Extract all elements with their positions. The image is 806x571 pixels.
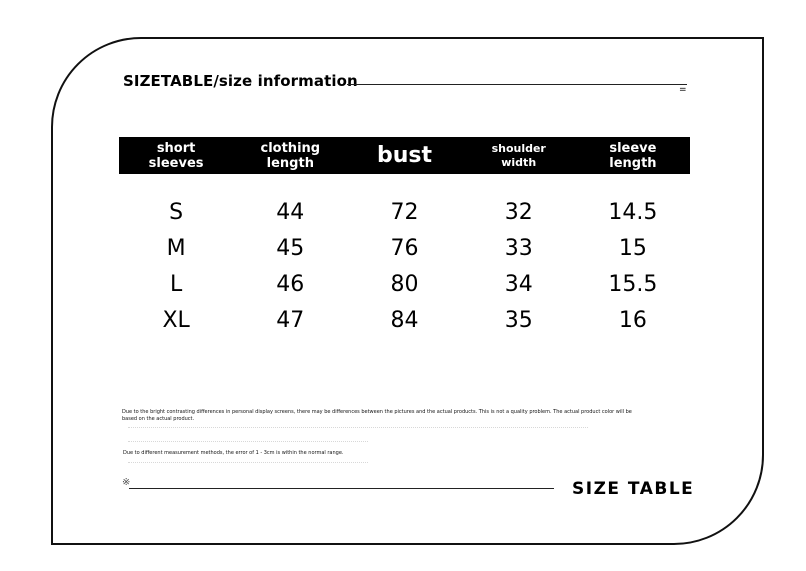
sleeve-length-cell: 14.5 — [608, 200, 658, 225]
header-sleeve-length: sleeve length — [609, 140, 657, 171]
table-row — [119, 195, 690, 231]
shoulder-width-cell: 32 — [504, 200, 533, 225]
bust-cell: 80 — [390, 272, 419, 297]
measurement-disclaimer: Due to different measurement methods, the error of 1 - 3cm is within the normal range. — [123, 450, 344, 456]
header-short-sleeves: short sleeves — [148, 140, 204, 171]
size-table-header — [119, 137, 690, 174]
header-clothing-length: clothing length — [260, 140, 321, 171]
size-cell: M — [166, 236, 186, 261]
bust-cell: 76 — [390, 236, 419, 261]
size-cell: XL — [162, 308, 190, 333]
page-title: SIZETABLE/size information — [123, 72, 358, 90]
header-shoulder-width: shoulder width — [491, 141, 546, 169]
clothing-length-cell: 44 — [276, 200, 305, 225]
sleeve-length-cell: 15 — [618, 236, 647, 261]
color-disclaimer: Due to the bright contrasting differences in personal display screens, there may be differences between the pictures and the actual products. This is not a quality problem. The actual product color will be based on the actual product. — [122, 409, 632, 422]
size-table-body — [119, 195, 690, 339]
shoulder-width-cell: 34 — [504, 272, 533, 297]
faint-divider — [128, 427, 588, 428]
header-mark: = — [679, 85, 687, 95]
clothing-length-cell: 46 — [276, 272, 305, 297]
bust-cell: 84 — [390, 308, 419, 333]
header-bust: bust — [376, 142, 433, 168]
sleeve-length-cell: 16 — [618, 308, 647, 333]
size-cell: S — [169, 200, 184, 225]
bust-cell: 72 — [390, 200, 419, 225]
size-cell: L — [169, 272, 183, 297]
faint-divider — [128, 441, 368, 442]
size-table-label: SIZE TABLE — [572, 479, 695, 499]
header-divider — [347, 84, 687, 85]
sleeve-length-cell: 15.5 — [608, 272, 658, 297]
faint-divider — [128, 462, 368, 463]
footer-mark: ※ — [122, 477, 131, 488]
shoulder-width-cell: 35 — [504, 308, 533, 333]
table-row — [119, 303, 690, 339]
clothing-length-cell: 45 — [276, 236, 305, 261]
shoulder-width-cell: 33 — [504, 236, 533, 261]
table-row — [119, 267, 690, 303]
table-row — [119, 231, 690, 267]
clothing-length-cell: 47 — [276, 308, 305, 333]
footer-divider — [129, 488, 554, 489]
